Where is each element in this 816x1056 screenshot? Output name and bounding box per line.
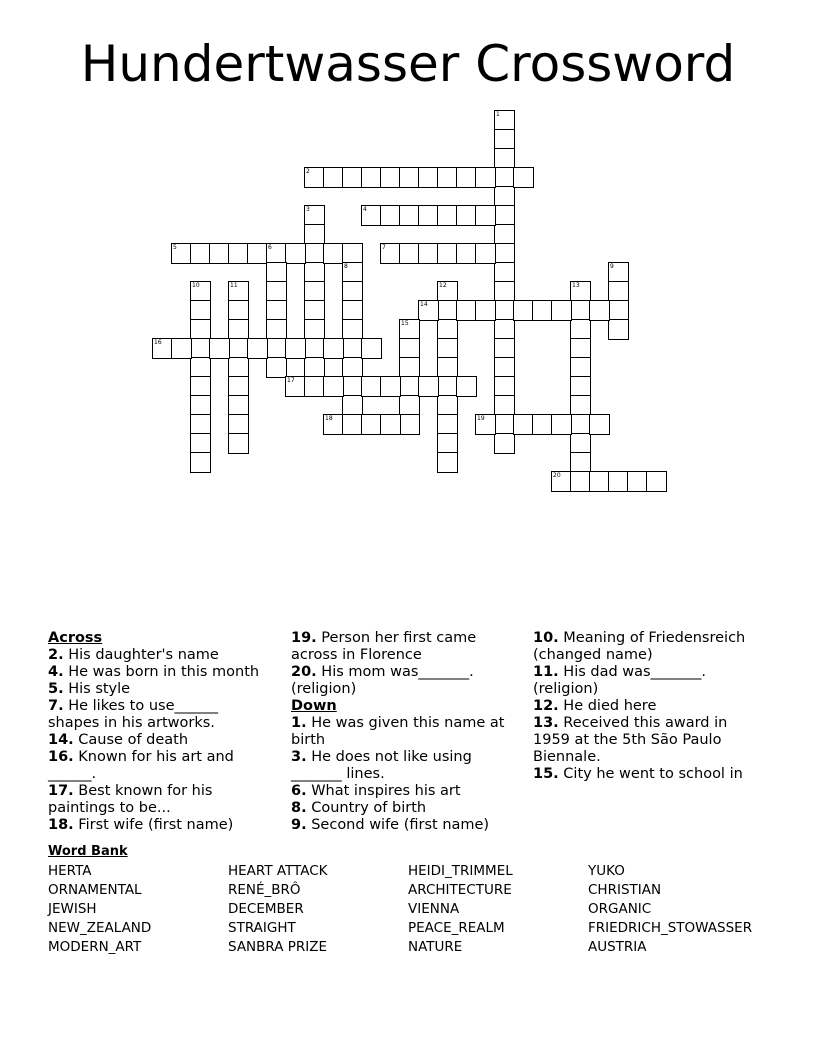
word-bank-word: JEWISH [48,901,97,917]
grid-cell[interactable] [570,281,591,302]
grid-cell[interactable] [589,300,610,321]
grid-cell[interactable] [475,300,496,321]
down-clue: 6. What inspires his art [291,783,461,799]
grid-cell[interactable] [209,243,230,264]
grid-cell[interactable] [570,395,591,416]
grid-cell[interactable] [361,376,382,397]
grid-cell[interactable] [437,395,458,416]
grid-cell[interactable] [494,167,515,188]
grid-cell[interactable] [399,243,420,264]
grid-cell[interactable] [228,395,249,416]
grid-cell[interactable] [380,376,401,397]
word-bank-word: ORGANIC [588,901,652,917]
grid-cell[interactable] [437,319,458,340]
grid-cell[interactable] [304,281,325,302]
grid-cell[interactable] [494,433,515,454]
grid-cell[interactable] [380,205,401,226]
grid-cell[interactable] [418,243,439,264]
grid-cell[interactable] [437,338,458,359]
clues-column-2 [291,630,516,834]
grid-cell[interactable] [437,357,458,378]
grid-cell[interactable] [494,281,515,302]
grid-cell[interactable] [494,376,515,397]
clue-number: 17 [287,377,295,384]
grid-cell[interactable] [494,186,515,207]
clue-number: 3 [306,206,310,213]
grid-cell[interactable] [285,338,306,359]
grid-cell[interactable] [304,357,325,378]
grid-cell[interactable] [285,243,306,264]
across-clue: 20. His mom was_______. (religion) [291,664,474,697]
down-clue: 1. He was given this name at birth [291,715,505,748]
grid-cell[interactable] [494,148,515,169]
across-clue: 18. First wife (first name) [48,817,234,833]
grid-cell[interactable] [627,471,648,492]
word-bank-word: STRAIGHT [228,920,296,936]
clue-number: 11 [230,282,238,289]
across-clue: 7. He likes to use______ shapes in his artworks. [48,698,219,731]
grid-cell[interactable] [266,338,287,359]
grid-cell[interactable] [380,243,401,264]
grid-cell[interactable] [361,338,382,359]
clue-number: 13 [572,282,580,289]
word-bank-column [588,862,752,957]
grid-cell[interactable] [646,471,667,492]
word-bank-word: NEW_ZEALAND [48,920,152,936]
grid-cell[interactable] [475,167,496,188]
grid-cell[interactable] [494,357,515,378]
grid-cell[interactable] [589,414,610,435]
down-clue: 9. Second wife (first name) [291,817,490,833]
clue-number: 7 [382,244,386,251]
clue-number: 16 [154,339,162,346]
grid-cell[interactable] [342,376,363,397]
grid-cell[interactable] [190,357,211,378]
grid-cell[interactable] [475,243,496,264]
grid-cell[interactable] [190,452,211,473]
grid-cell[interactable] [266,262,287,283]
grid-cell[interactable] [247,338,268,359]
word-bank-word: MODERN_ART [48,939,142,955]
word-bank-word: HERTA [48,863,92,879]
word-bank-word: SANBRA PRIZE [228,939,328,955]
grid-cell[interactable] [247,243,268,264]
grid-cell[interactable] [380,414,401,435]
across-heading: Across [48,630,103,646]
grid-cell[interactable] [190,414,211,435]
grid-cell[interactable] [437,243,458,264]
grid-cell[interactable] [323,243,344,264]
clue-number: 10 [192,282,200,289]
down-clue: 12. He died here [533,698,657,714]
grid-cell[interactable] [190,433,211,454]
clues-column-3 [533,630,758,783]
grid-cell[interactable] [361,414,382,435]
grid-cell[interactable] [304,167,325,188]
grid-cell[interactable] [152,338,173,359]
grid-cell[interactable] [399,338,420,359]
grid-cell[interactable] [437,452,458,473]
grid-cell[interactable] [190,281,211,302]
grid-cell[interactable] [551,471,572,492]
grid-cell[interactable] [608,262,629,283]
grid-cell[interactable] [323,338,344,359]
grid-cell[interactable] [342,243,363,264]
grid-cell[interactable] [399,319,420,340]
word-bank-word: DECEMBER [228,901,304,917]
grid-cell[interactable] [266,319,287,340]
across-clue: 5. His style [48,681,131,697]
grid-cell[interactable] [570,357,591,378]
grid-cell[interactable] [342,281,363,302]
clue-number: 5 [173,244,177,251]
clue-number: 12 [439,282,447,289]
grid-cell[interactable] [456,243,477,264]
grid-cell[interactable] [608,319,629,340]
grid-cell[interactable] [228,281,249,302]
grid-cell[interactable] [266,300,287,321]
clue-number: 9 [610,263,614,270]
grid-cell[interactable] [494,129,515,150]
grid-cell[interactable] [304,338,325,359]
grid-cell[interactable] [418,376,439,397]
clue-number: 15 [401,320,409,327]
grid-cell[interactable] [494,300,515,321]
grid-cell[interactable] [399,205,420,226]
grid-cell[interactable] [361,167,382,188]
grid-cell[interactable] [171,243,192,264]
grid-cell[interactable] [399,414,420,435]
word-bank-column [408,862,513,957]
down-clue: 15. City he went to school in [533,766,743,782]
across-clue: 17. Best known for his paintings to be... [48,783,213,816]
clue-number: 8 [344,263,348,270]
grid-cell[interactable] [228,300,249,321]
grid-cell[interactable] [266,243,287,264]
grid-cell[interactable] [494,414,515,435]
grid-cell[interactable] [304,300,325,321]
grid-cell[interactable] [418,205,439,226]
grid-cell[interactable] [437,281,458,302]
grid-cell[interactable] [190,300,211,321]
word-bank-word: VIENNA [408,901,460,917]
grid-cell[interactable] [361,205,382,226]
grid-cell[interactable] [399,376,420,397]
grid-cell[interactable] [437,376,458,397]
grid-cell[interactable] [228,414,249,435]
grid-cell[interactable] [570,338,591,359]
grid-cell[interactable] [494,262,515,283]
grid-cell[interactable] [494,110,515,131]
grid-cell[interactable] [494,243,515,264]
grid-cell[interactable] [190,338,211,359]
page-title: Hundertwasser Crossword [80,35,736,93]
grid-cell[interactable] [551,300,572,321]
grid-cell[interactable] [456,376,477,397]
grid-cell[interactable] [266,281,287,302]
down-clue: 11. His dad was_______. (religion) [533,664,706,697]
grid-cell[interactable] [494,338,515,359]
down-clue: 13. Received this award in 1959 at the 5th São Paulo Biennale. [533,715,728,765]
grid-cell[interactable] [608,300,629,321]
clue-number: 18 [325,415,333,422]
grid-cell[interactable] [437,167,458,188]
grid-cell[interactable] [494,319,515,340]
grid-cell[interactable] [475,414,496,435]
down-clue: 10. Meaning of Friedensreich (changed name) [533,630,746,663]
word-bank-column [48,862,151,957]
grid-cell[interactable] [190,395,211,416]
grid-cell[interactable] [228,338,249,359]
across-clue: 2. His daughter's name [48,647,219,663]
grid-cell[interactable] [418,300,439,321]
grid-cell[interactable] [342,357,363,378]
grid-cell[interactable] [437,433,458,454]
grid-cell[interactable] [190,376,211,397]
grid-cell[interactable] [475,205,496,226]
grid-cell[interactable] [342,300,363,321]
grid-cell[interactable] [513,414,534,435]
across-clue: 16. Known for his art and ______. [48,749,234,782]
grid-cell[interactable] [228,357,249,378]
grid-cell[interactable] [570,414,591,435]
word-bank-word: HEART ATTACK [228,863,328,879]
clue-number: 14 [420,301,428,308]
grid-cell[interactable] [304,243,325,264]
word-bank-word: YUKO [588,863,625,879]
word-bank-word: FRIEDRICH_STOWASSER [588,920,753,936]
grid-cell[interactable] [342,319,363,340]
word-bank-word: AUSTRIA [588,939,647,955]
down-heading: Down [291,698,337,714]
grid-cell[interactable] [304,224,325,245]
grid-cell[interactable] [342,414,363,435]
grid-cell[interactable] [570,433,591,454]
grid-cell[interactable] [342,167,363,188]
grid-cell[interactable] [437,300,458,321]
grid-cell[interactable] [456,167,477,188]
clue-number: 20 [553,472,561,479]
down-clue: 3. He does not like using _______ lines. [291,749,472,782]
grid-cell[interactable] [228,376,249,397]
grid-cell[interactable] [513,167,534,188]
grid-cell[interactable] [494,395,515,416]
word-bank-word: CHRISTIAN [588,882,662,898]
grid-cell[interactable] [304,262,325,283]
grid-cell[interactable] [399,167,420,188]
grid-cell[interactable] [190,243,211,264]
grid-cell[interactable] [570,452,591,473]
down-clue: 8. Country of birth [291,800,427,816]
grid-cell[interactable] [456,300,477,321]
grid-cell[interactable] [228,243,249,264]
grid-cell[interactable] [551,414,572,435]
clue-number: 2 [306,168,310,175]
grid-cell[interactable] [608,471,629,492]
across-clue: 4. He was born in this month [48,664,260,680]
grid-cell[interactable] [190,319,211,340]
grid-cell[interactable] [513,300,534,321]
grid-cell[interactable] [323,376,344,397]
grid-cell[interactable] [532,414,553,435]
word-bank-word: ARCHITECTURE [408,882,512,898]
grid-cell[interactable] [494,224,515,245]
word-bank-word: RENÉ_BRÔ [228,882,301,898]
grid-cell[interactable] [228,319,249,340]
across-clue: 14. Cause of death [48,732,189,748]
grid-cell[interactable] [399,357,420,378]
grid-cell[interactable] [589,471,610,492]
grid-cell[interactable] [380,167,401,188]
grid-cell[interactable] [209,338,230,359]
clue-number: 6 [268,244,272,251]
grid-cell[interactable] [304,319,325,340]
grid-cell[interactable] [342,262,363,283]
grid-cell[interactable] [304,376,325,397]
grid-cell[interactable] [323,414,344,435]
grid-cell[interactable] [570,471,591,492]
grid-cell[interactable] [570,319,591,340]
word-bank-word: ORNAMENTAL [48,882,142,898]
grid-cell[interactable] [570,376,591,397]
word-bank-word: NATURE [408,939,463,955]
clue-number: 4 [363,206,367,213]
grid-cell[interactable] [399,395,420,416]
word-bank-heading: Word Bank [48,844,128,859]
clue-number: 19 [477,415,485,422]
grid-cell[interactable] [285,376,306,397]
grid-cell[interactable] [570,300,591,321]
grid-cell[interactable] [456,205,477,226]
grid-cell[interactable] [171,338,192,359]
word-bank-word: PEACE_REALM [408,920,505,936]
clues-column-1 [48,630,273,834]
grid-cell[interactable] [323,167,344,188]
grid-cell[interactable] [342,338,363,359]
grid-cell[interactable] [304,205,325,226]
grid-cell[interactable] [608,281,629,302]
grid-cell[interactable] [532,300,553,321]
across-clue: 19. Person her first came across in Florence [291,630,477,663]
word-bank-column [228,862,328,957]
clue-number: 1 [496,111,500,118]
grid-cell[interactable] [437,414,458,435]
word-bank-word: HEIDI_TRIMMEL [408,863,513,879]
grid-cell[interactable] [437,205,458,226]
grid-cell[interactable] [342,395,363,416]
grid-cell[interactable] [418,167,439,188]
grid-cell[interactable] [228,433,249,454]
grid-cell[interactable] [494,205,515,226]
grid-cell[interactable] [266,357,287,378]
